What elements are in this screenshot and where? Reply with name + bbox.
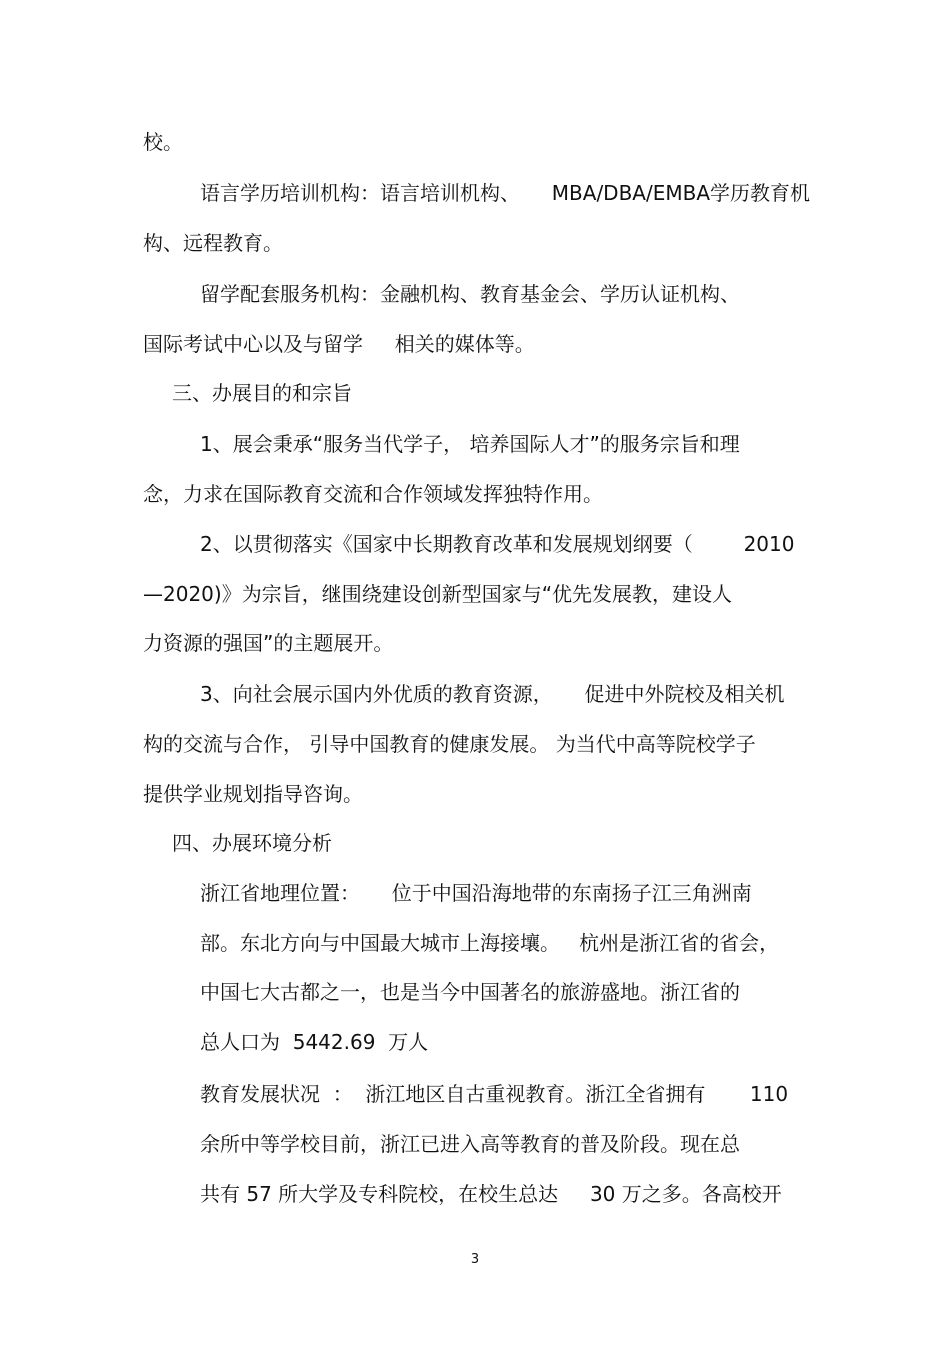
text-line: 语言学历培训机构：语言培训机构、 MBA/DBA/EMBA学历教育机 [200, 181, 811, 205]
page-number: 3 [470, 1252, 480, 1267]
text-line: 教育发展状况 ： 浙江地区自古重视教育。浙江全省拥有 110 [200, 1082, 789, 1106]
text-line: 共有 57 所大学及专科院校，在校生总达 30 万之多。各高校开 [200, 1182, 782, 1206]
text-line: 3、向社会展示国内外优质的教育资源， 促进中外院校及相关机 [200, 682, 785, 706]
text-line: 力资源的强国”的主题展开。 [143, 631, 394, 655]
text-line: 2、以贯彻落实《国家中长期教育改革和发展规划纲要（ 2010 [200, 532, 795, 556]
text-line: 国际考试中心以及与留学 相关的媒体等。 [143, 332, 535, 356]
text-line: 构的交流与合作， 引导中国教育的健康发展。 为当代中高等院校学子 [143, 732, 756, 756]
text-line: 总人口为 5442.69 万人 [200, 1030, 429, 1054]
text-line: 部。东北方向与中国最大城市上海接壤。 杭州是浙江省的省会， [200, 931, 780, 955]
section-heading: 四、办展环境分析 [172, 831, 332, 855]
text-line: 中国七大古都之一，也是当今中国著名的旅游盛地。浙江省的 [200, 980, 740, 1004]
text-line: 校。 [143, 130, 183, 154]
text-line: 构、远程教育。 [143, 231, 283, 255]
text-line: 1、展会秉承“服务当代学子， 培养国际人才”的服务宗旨和理 [200, 432, 740, 456]
text-line: 余所中等学校目前，浙江已进入高等教育的普及阶段。现在总 [200, 1132, 740, 1156]
text-line: 浙江省地理位置： 位于中国沿海地带的东南扬子江三角洲南 [200, 881, 752, 905]
text-line: 留学配套服务机构：金融机构、教育基金会、学历认证机构、 [200, 282, 740, 306]
text-line: —2020)》为宗旨，继围绕建设创新型国家与“优先发展教，建设人 [143, 582, 733, 606]
section-heading: 三、办展目的和宗旨 [172, 381, 352, 405]
text-line: 念，力求在国际教育交流和合作领域发挥独特作用。 [143, 482, 603, 506]
text-line: 提供学业规划指导咨询。 [143, 782, 363, 806]
